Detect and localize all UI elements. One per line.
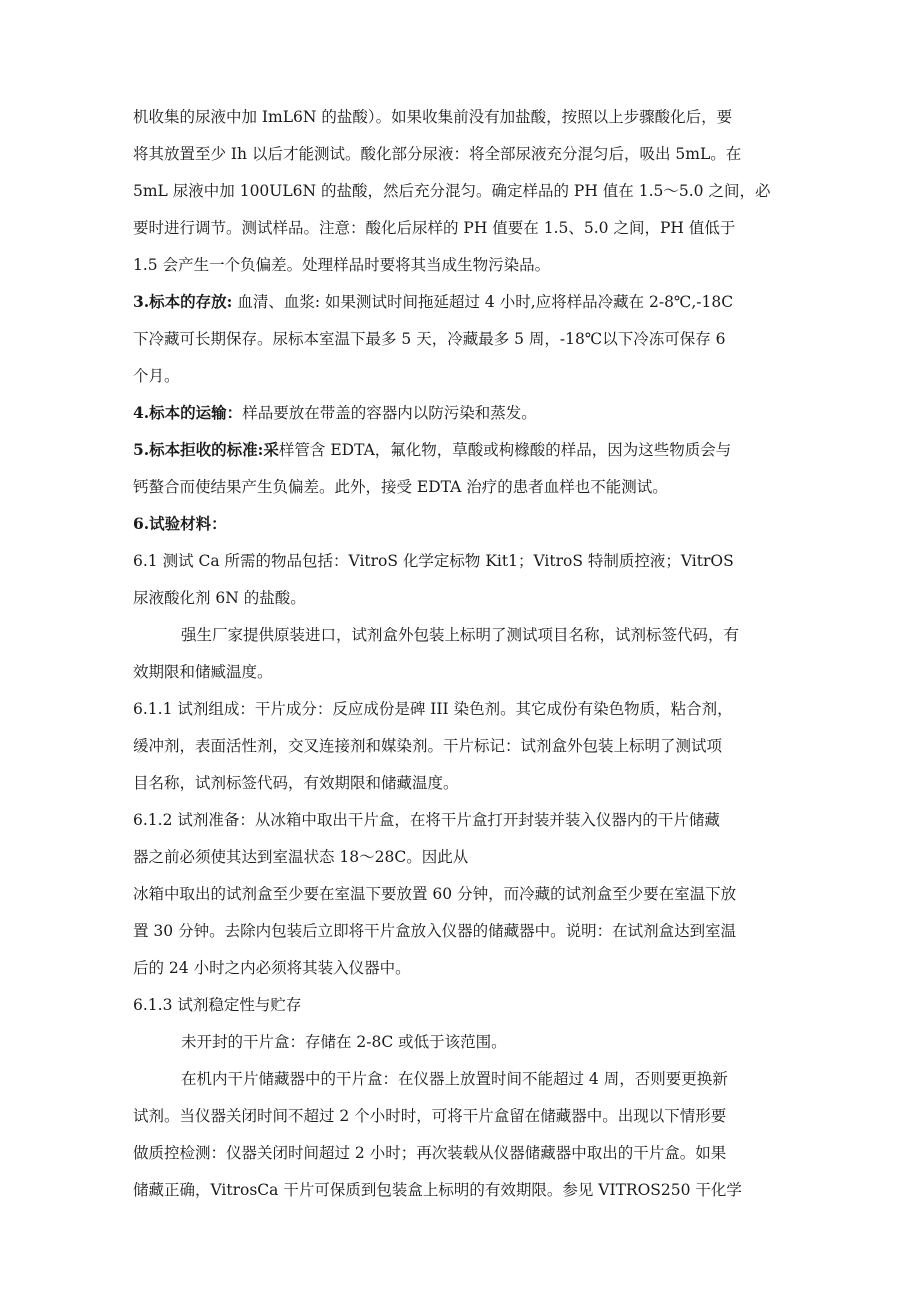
- text-line: 1.5 会产生一个负偏差。处理样品时要将其当成生物污染品。: [133, 256, 551, 274]
- section-heading-line: [133, 514, 793, 534]
- text-line: 将其放置至少 Ih 以后才能测试。酸化部分尿液：将全部尿液充分混匀后，吸出 5mL。在: [133, 145, 742, 163]
- section-lead: 3.标本的存放:: [133, 292, 233, 311]
- section-heading-line: 5.标本拒收的标准:采样管含 EDTA，氟化物，草酸或枸橼酸的样品，因为这些物质会与: [133, 440, 732, 459]
- text-line: 机收集的尿液中加 ImL6N 的盐酸）。如果收集前没有加盐酸，按照以上步骤酸化后，要: [133, 108, 733, 126]
- text-line: 要时进行调节。测试样品。注意：酸化后尿样的 PH 值要在 1.5、5.0 之间，PH 值低于: [133, 219, 736, 237]
- text-line: 钙螯合而使结果产生负偏差。此外，接受 EDTA 治疗的患者血样也不能测试。: [133, 478, 668, 496]
- text-line: 尿液酸化剂 6N 的盐酸。: [133, 589, 306, 607]
- text-line: 储藏正确，VitrosCa 干片可保质到包装盒上标明的有效期限。参见 VITROS250 干化学: [133, 1181, 742, 1199]
- text-line: 器之前必须使其达到室温状态 18～28C。因此从: [133, 848, 469, 866]
- section-heading-line: 3.标本的存放: 血清、血浆: 如果测试时间拖延超过 4 小时,应将样品冷藏在 2-8℃,-18C: [133, 292, 734, 311]
- text-line: 6.1.2 试剂准备：从冰箱中取出干片盒，在将干片盒打开封装并装入仪器内的干片储藏: [133, 811, 720, 829]
- subsection-heading: 6.1.3 试剂稳定性与贮存: [133, 996, 302, 1014]
- text-line: 做质控检测：仪器关闭时间超过 2 小时；再次装载从仪器储藏器中取出的干片盒。如果: [133, 1144, 727, 1162]
- section-lead: 5.标本拒收的标准:采: [133, 440, 279, 459]
- text-line: 在机内干片储藏器中的干片盒：在仪器上放置时间不能超过 4 周，否则要更换新: [181, 1070, 728, 1088]
- text-line: 缓冲剂，表面活性剂，交叉连接剂和媒染剂。干片标记：试剂盒外包装上标明了测试项: [133, 737, 723, 755]
- text-line: 试剂。当仪器关闭时间不超过 2 个小时时，可将干片盒留在储藏器中。出现以下情形要: [133, 1107, 727, 1125]
- text-line: 后的 24 小时之内必须将其装入仪器中。: [133, 959, 411, 977]
- text-line: 未开封的干片盒：存储在 2-8C 或低于该范围。: [181, 1033, 507, 1051]
- text-line: 6.1 测试 Ca 所需的物品包括：VitroS 化学定标物 Kit1；VitroS 特制质控液；VitrOS: [133, 552, 734, 570]
- text-line: 5mL 尿液中加 100UL6N 的盐酸，然后充分混匀。确定样品的 PH 值在 1.5～5.0 之间，必: [133, 182, 771, 200]
- text-line: 强生厂家提供原装进口，试剂盒外包装上标明了测试项目名称，试剂标签代码，有: [181, 626, 740, 644]
- section-lead: 4.标本的运输：: [133, 403, 243, 422]
- text-line: 效期限和储臧温度。: [133, 663, 273, 681]
- text-line: 置 30 分钟。去除内包装后立即将干片盒放入仪器的储藏器中。说明：在试剂盒达到室温: [133, 922, 737, 940]
- text-line: 6.1.1 试剂组成：干片成分：反应成份是碑 III 染色剂。其它成份有染色物质，粘合剂，: [133, 700, 733, 718]
- text-line: 目名称，试剂标签代码，有效期限和储藏温度。: [133, 774, 459, 792]
- text-line: 个月。: [133, 367, 180, 385]
- text-line: 下冷藏可长期保存。尿标本室温下最多 5 天，冷藏最多 5 周，-18℃以下冷冻可保存 6: [133, 330, 726, 348]
- text-line: 冰箱中取出的试剂盒至少要在室温下要放置 60 分钟，而冷藏的试剂盒至少要在室温下放: [133, 885, 737, 903]
- section-lead: 6.试验材料：: [133, 514, 227, 533]
- section-heading-line: 4.标本的运输：样品要放在带盖的容器内以防污染和蒸发。: [133, 403, 537, 422]
